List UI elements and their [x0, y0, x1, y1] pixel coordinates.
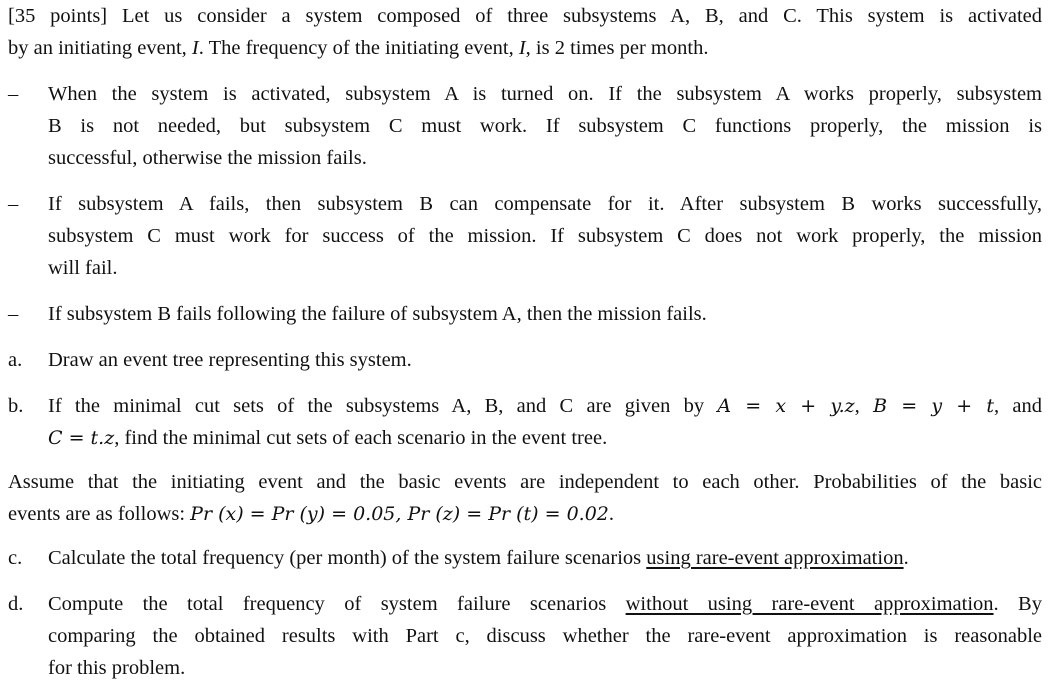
part-a-marker: a. [8, 349, 23, 371]
part-d-marker: d. [8, 593, 24, 615]
part-c-content [48, 542, 1042, 574]
bullet-3-line-1: If subsystem B fails following the failure of subsystem A, then the mission fails. [48, 303, 707, 325]
part-d-line-1 [48, 588, 1042, 620]
part-c [8, 542, 1042, 574]
bullet-content-2 [48, 188, 1042, 284]
bullet-1-line-2: B is not needed, but subsystem C must work. If subsystem C functions properly, the mission is [48, 115, 1042, 137]
cut-set-b-expression: B = y + t [873, 395, 994, 417]
assumption-paragraph [8, 466, 1042, 530]
part-d-content [48, 588, 1042, 684]
probability-expression: Pr (x) = Pr (y) = 0.05, Pr (z) = Pr (t) = 0.02 [190, 503, 609, 525]
part-c-text-post: . [903, 547, 909, 569]
bullet-1-line-3: successful, otherwise the mission fails. [48, 147, 367, 169]
part-b [8, 390, 1042, 454]
part-d-text-post: . By [993, 593, 1042, 615]
bullet-content-3 [48, 298, 1042, 330]
bullet-marker: – [8, 83, 19, 105]
bullet-1-line-1: When the system is activated, subsystem A is turned on. If the subsystem A works properly, subsystem [48, 83, 1042, 105]
intro-text-mid: . The frequency of the initiating event, [198, 37, 519, 59]
part-b-line-1 [48, 390, 1042, 422]
part-d-line-2: comparing the obtained results with Part c, discuss whether the rare-event approximation is reasonable [48, 625, 1042, 647]
part-b-content [48, 390, 1042, 454]
part-c-text [48, 542, 1042, 574]
intro-line-2 [8, 32, 1042, 64]
part-d [8, 588, 1042, 684]
assumption-line-1: Assume that the initiating event and the basic events are independent to each other. Probabilities of the basic [8, 471, 1042, 493]
part-a-text: Draw an event tree representing this system. [48, 349, 412, 371]
part-b-line-2 [48, 422, 1042, 454]
cut-set-c-expression: C = t.z [48, 427, 115, 449]
bullet-2-line-1: If subsystem A fails, then subsystem B can compensate for it. After subsystem B works successfully, [48, 193, 1042, 215]
part-d-line-3: for this problem. [48, 657, 186, 679]
intro-text-pre: by an initiating event, [8, 37, 192, 59]
intro-text-post: , is 2 times per month. [525, 37, 709, 59]
initiating-event-symbol: I [191, 37, 199, 59]
part-b-line-2-text: , find the minimal cut sets of each scenario in the event tree. [114, 427, 608, 449]
part-d-text-pre: Compute the total frequency of system failure scenarios [48, 593, 626, 615]
bullet-item-1 [8, 78, 1042, 174]
part-c-underlined: using rare-event approximation [646, 547, 904, 569]
intro-line-1: [35 points] Let us consider a system composed of three subsystems A, B, and C. This system is activated [8, 5, 1042, 27]
part-d-underlined: without using rare-event approximation [625, 593, 994, 615]
bullet-marker: – [8, 193, 19, 215]
part-b-text-pre: If the minimal cut sets of the subsystems A, B, and C are given by [48, 395, 718, 417]
bullet-2-line-2: subsystem C must work for success of the mission. If subsystem C does not work properly, the mission [48, 225, 1042, 247]
part-a [8, 344, 1042, 376]
bullet-item-2 [8, 188, 1042, 284]
part-c-marker: c. [8, 547, 23, 569]
part-b-text-post: , and [994, 395, 1042, 417]
part-c-text-pre: Calculate the total frequency (per month) of the system failure scenarios [48, 547, 647, 569]
cut-set-a-expression: A = x + y.z [717, 395, 855, 417]
part-b-marker: b. [8, 395, 24, 417]
part-a-content [48, 344, 1042, 376]
problem-intro [8, 0, 1042, 64]
assumption-text-pre: events are as follows: [8, 503, 191, 525]
assumption-line-2 [8, 498, 1042, 530]
bullet-2-line-3: will fail. [48, 257, 118, 279]
bullet-content-1 [48, 78, 1042, 174]
assumption-text-post: . [608, 503, 615, 525]
part-b-separator: , [854, 395, 874, 417]
bullet-marker: – [8, 303, 19, 325]
initiating-event-symbol-2: I [518, 37, 526, 59]
bullet-item-3 [8, 298, 1042, 330]
